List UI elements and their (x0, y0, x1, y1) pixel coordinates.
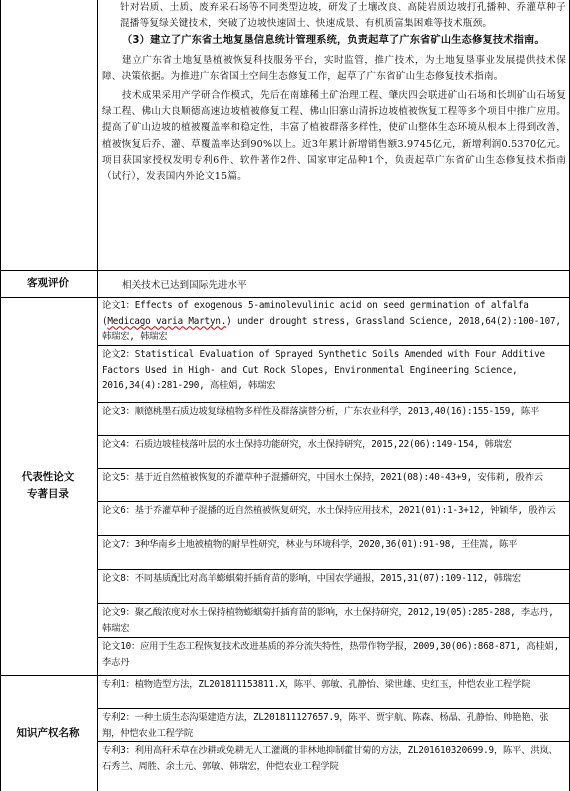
paper-divider (97, 535, 570, 536)
paper-1-text-end: ) under drought stress, Grassland Science, 2018,64(2):100-107, 韩瑞宏, 韩瑞宏 (102, 315, 561, 343)
paper-divider (97, 345, 570, 346)
paper-entry-4: 论文4：石质边坡桂枝落叶层的水土保持功能研究，水土保持研究，2015,22(06):149-154, 韩瑞宏 (102, 439, 512, 450)
paragraph-results: 技术成果采用产学研合作模式，先后在南雄稀土矿治理工程、肇庆四会联进矿山石场和长圳矿山石场复绿工程、佛山大良顺德高速边坡植被修复工程、佛山旧寨山清拆边坡植被恢复工程等多个项目中推广应用。提高了矿山边坡的植被覆盖率和稳定性，丰富了植被群落多样性，使矿山整体生态环境从根本上得到改善，植被恢复后乔、灌、草覆盖率达到90%以上。近3年累计新增销售额3.9745亿元，新增利润0.5370亿元。项目获国家授权发明专利6件、软件著作2件、国家审定品种1个，负责起草广东省矿山生态修复技术指南（试行），发表国内外论文15篇。 (102, 90, 566, 183)
papers-label-line2: 专著目录 (27, 488, 69, 500)
paper-entry-5: 论文5：基于近自然植被恢复的乔灌草种子混播研究，中国水土保持，2021(08):40-43+9, 安伟莉, 殷祚云 (102, 472, 543, 483)
ip-divider (97, 708, 570, 709)
paper-entry-2: 论文2：Statistical Evaluation of Sprayed Synthetic Soils Amended with Four Additive Factors Used in High- and Cut Rock Slopes, Environmental Engineering Science, 2016,34(4):281-290, 高桂娟, 韩瑞宏 (102, 349, 545, 392)
ip-label: 知识产权名称 (16, 726, 80, 739)
paper-entry-9: 论文9：聚乙酸浓度对水土保持植物蟛蜞菊扦插育苗的影响，水土保持研究，2012,19(05):285-288, 李志丹, 韩瑞宏 (102, 607, 554, 634)
papers-label-line1: 代表性论文 (21, 471, 75, 483)
papers-label (0, 297, 96, 675)
paper-1-text: 论文1：Effects of exogenous 5-aminolevulinic acid on seed germination of alfalfa ( (102, 300, 529, 327)
achievement-description (102, 0, 566, 185)
paper-divider (97, 603, 570, 604)
paper-divider (97, 569, 570, 570)
section-heading-3: （3）建立了广东省土地复垦信息统计管理系统，负责起草了广东省矿山生态修复技术指南。 (122, 35, 545, 47)
paper-divider (97, 435, 570, 436)
table-column-divider (97, 0, 98, 791)
paper-entry-3: 论文3：顺德桃墨石质边坡复绿植物多样性及群落演替分析，广东农业科学，2013,40(16):155-159, 陈平 (102, 406, 540, 417)
paragraph-platform: 建立广东省土地复垦植被恢复科技服务平台，实时监管，推广技术，为土地复垦事业发展提供技术保障、决策依据。为推进广东省国土空间生态修复工作，起草了广东省矿山生态修复技术指南。 (102, 54, 566, 82)
paper-divider (97, 402, 570, 403)
patent-entry-3: 专利3：利用高秆禾草在沙耕或免耕无人工灌溉的非林地抑制藿甘菊的方法，ZL201610320699.9，陈平、洪岚、石秀兰、周胜、余土元、郭敏、韩瑞宏，仲恺农业工程学院 (102, 745, 558, 772)
patent-entry-1: 专利1：植物造型方法，ZL201811153811.X，陈平、郭敏、孔静怡、梁世雄、史红玉，仲恺农业工程学院 (102, 679, 531, 690)
paragraph-continuation: 针对岩质、土质、废弃采石场等不同类型边坡，研发了土壤改良、高陡岩质边坡打孔播种、乔灌草种子混播等复绿关键技术，突破了边坡快速固土、快速成景、有机质富集困难等技术瓶颈。 (120, 2, 566, 30)
paper-divider (97, 501, 570, 502)
paper-divider (97, 637, 570, 638)
paper-entry-1 (102, 298, 566, 345)
paper-1-species: Medicago varia Martyn. (107, 315, 227, 327)
patent-entry-2: 专利2：一种土质生态沟渠建造方法，ZL201811127657.9，陈平、贾宇航、陈森、杨晶、孔静怡、帅艳艳、张翔，仲恺农业工程学院 (102, 712, 549, 739)
paper-entry-10: 论文10：应用于生态工程恢复技术改进基质的养分流失特性，热带作物学报，2009,30(06):868-871, 高桂娟, 李志丹 (102, 641, 560, 668)
paper-entry-6: 论文6：基于乔灌草种子混播的近自然植被恢复研究，水土保持应用技术，2021(01):1-3+12, 钟颖华, 殷祚云 (102, 505, 556, 516)
paper-divider (97, 468, 570, 469)
paper-entry-8: 论文8：不同基质配比对高羊蟛蜞菊扦插育苗的影响，中国农学通报，2015,31(07):109-112, 韩瑞宏 (102, 573, 521, 584)
evaluation-text: 相关技术已达到国际先进水平 (122, 280, 247, 291)
paper-entry-7: 论文7：3种华南乡土地被植物的耐旱性研究，林业与环境科学，2020,36(01):91-98, 王佳嵩, 陈平 (102, 539, 518, 550)
evaluation-label: 客观评价 (27, 277, 69, 289)
